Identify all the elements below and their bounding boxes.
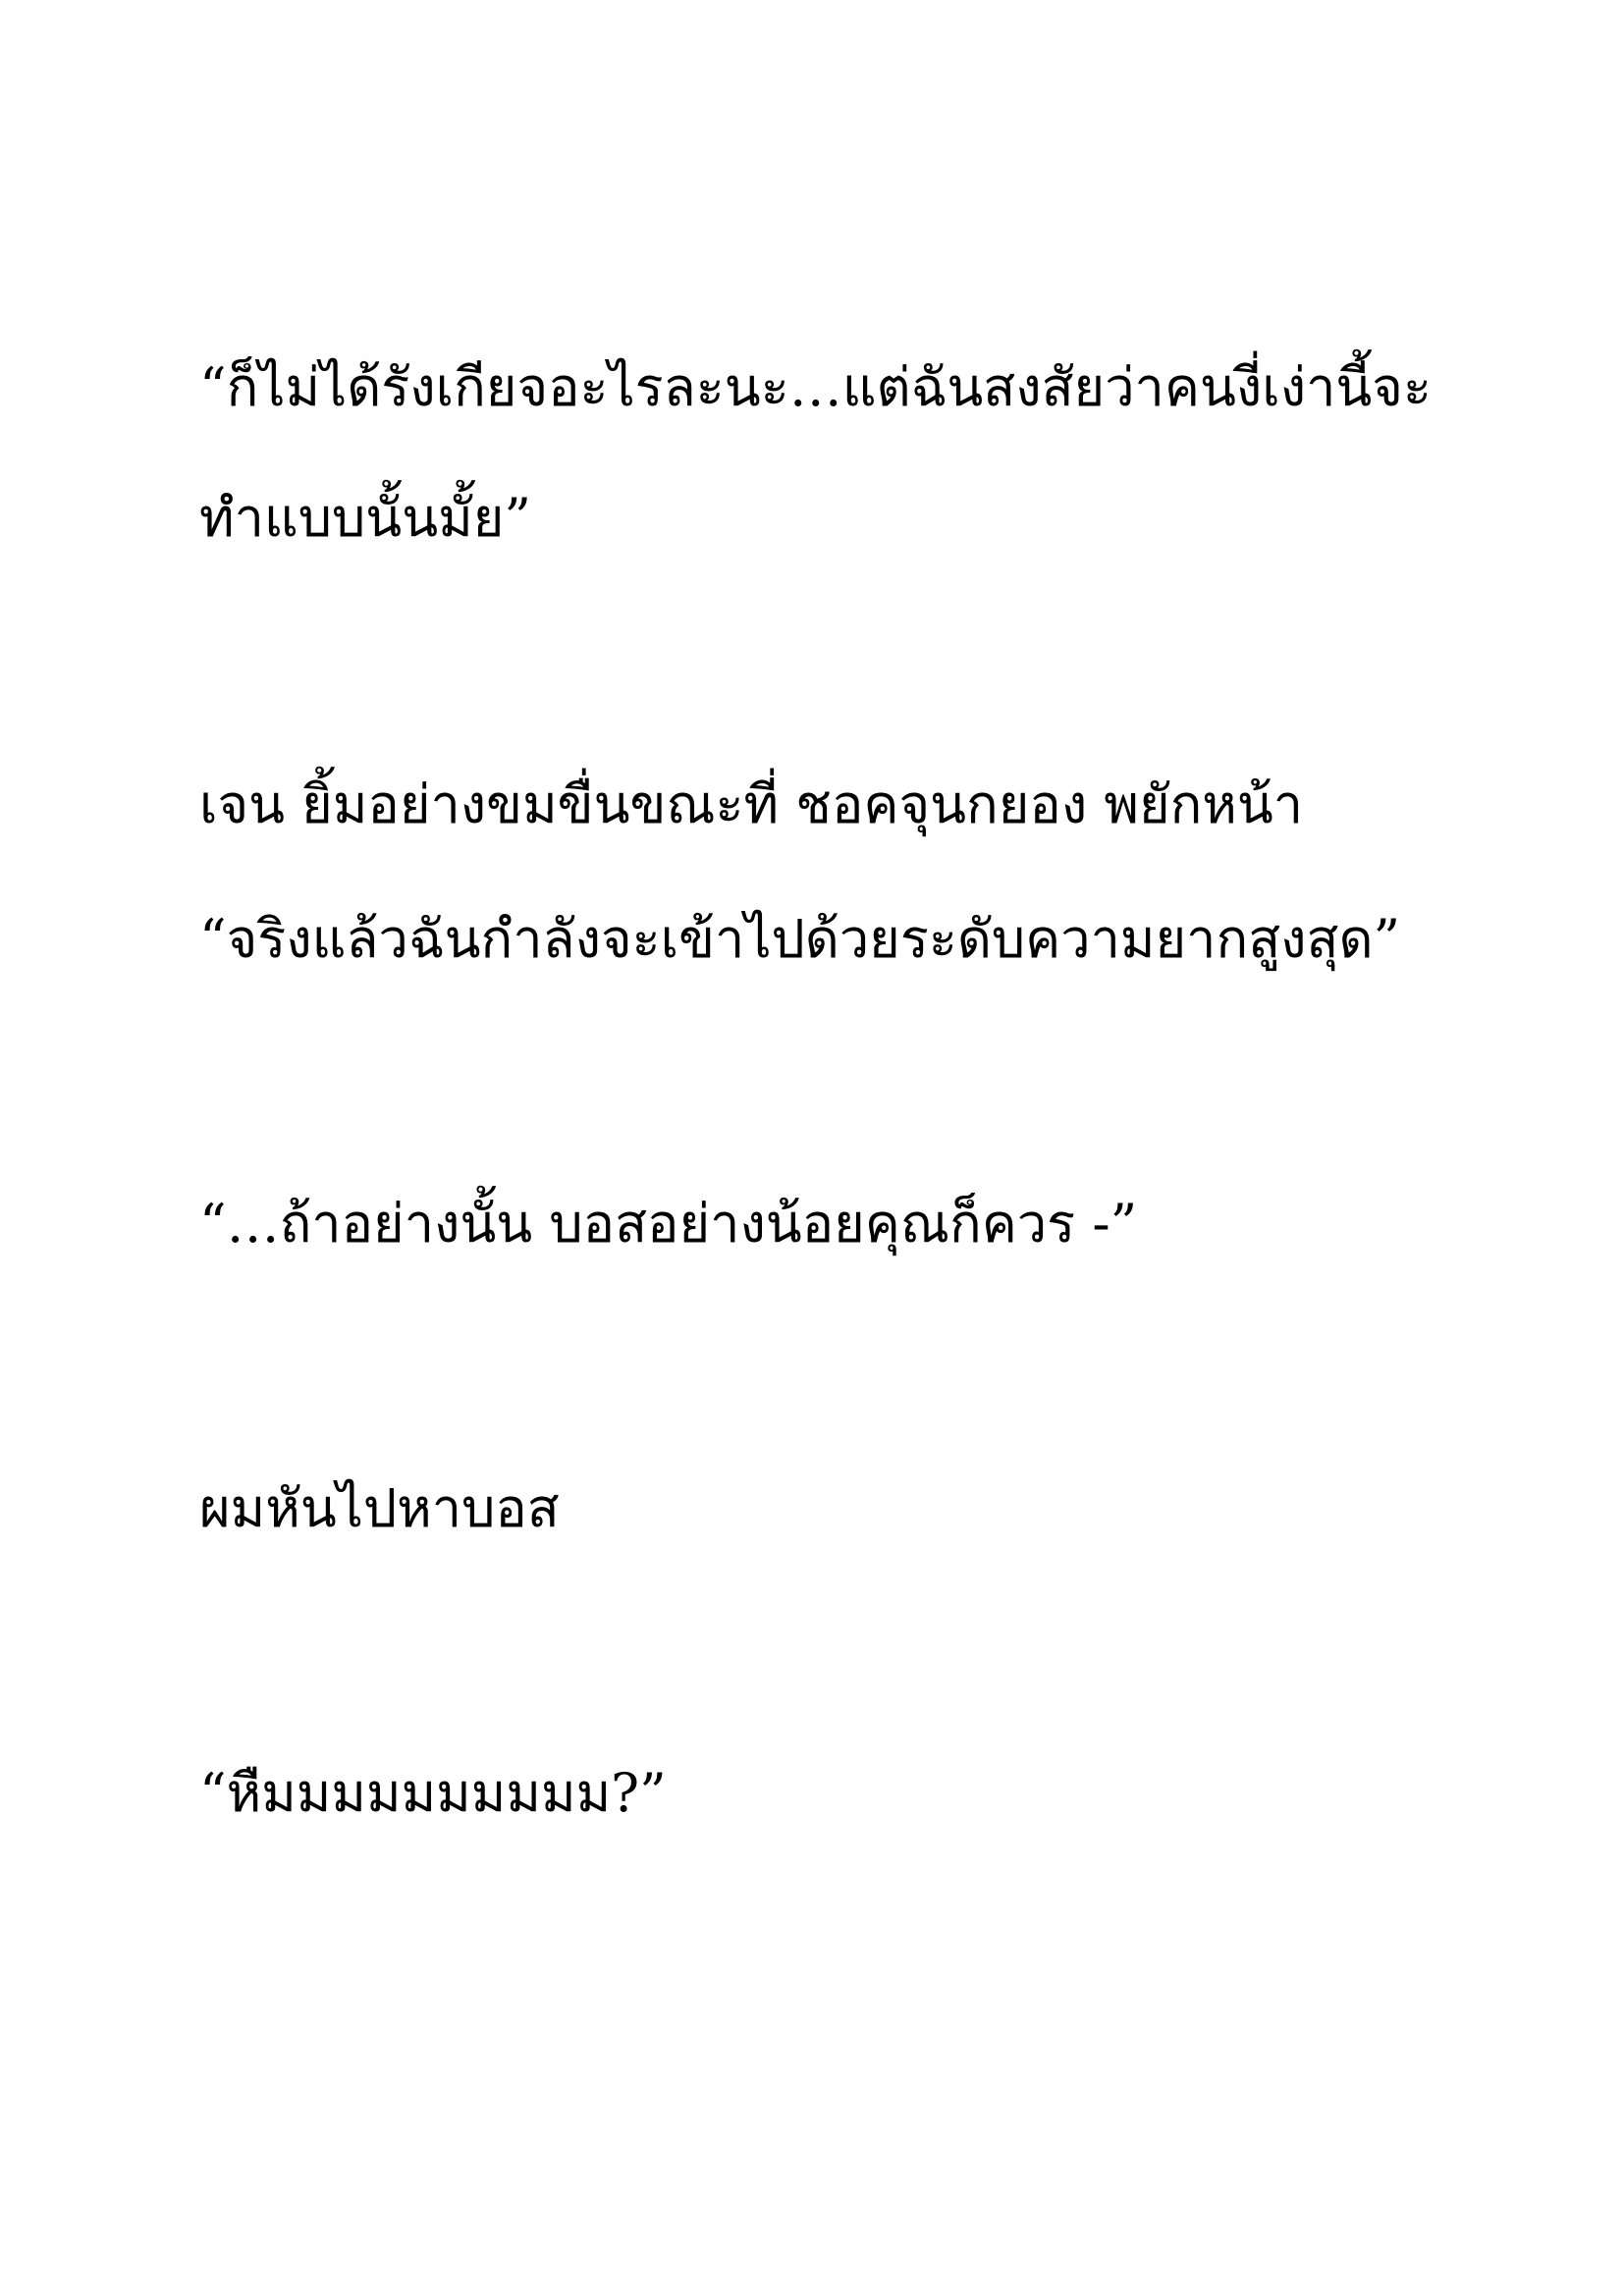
dialogue-line: “หืมมมมมมมมมม?” (199, 1762, 667, 1824)
dialogue-line: “…ถ้าอย่างนั้น บอสอย่างน้อยคุณก็ควร -” (199, 1193, 1138, 1255)
dialogue-line: “จริงแล้วฉันกำลังจะเข้าไปด้วยระดับความยากสูงสุด” (199, 908, 1401, 970)
narration-line: เจน ยิ้มอย่างขมขื่นขณะที่ ชอคจุนกยอง พยักหน้า (199, 774, 1304, 835)
dialogue-line: “ก็ไม่ได้รังเกียจอะไรละนะ…แต่ฉันสงสัยว่าคนงี่เง่านี้จะ (199, 356, 1432, 418)
narration-line: ผมหันไปหาบอส (199, 1477, 560, 1539)
dialogue-line-continuation: ทำแบบนั้นมั้ย” (199, 487, 531, 549)
